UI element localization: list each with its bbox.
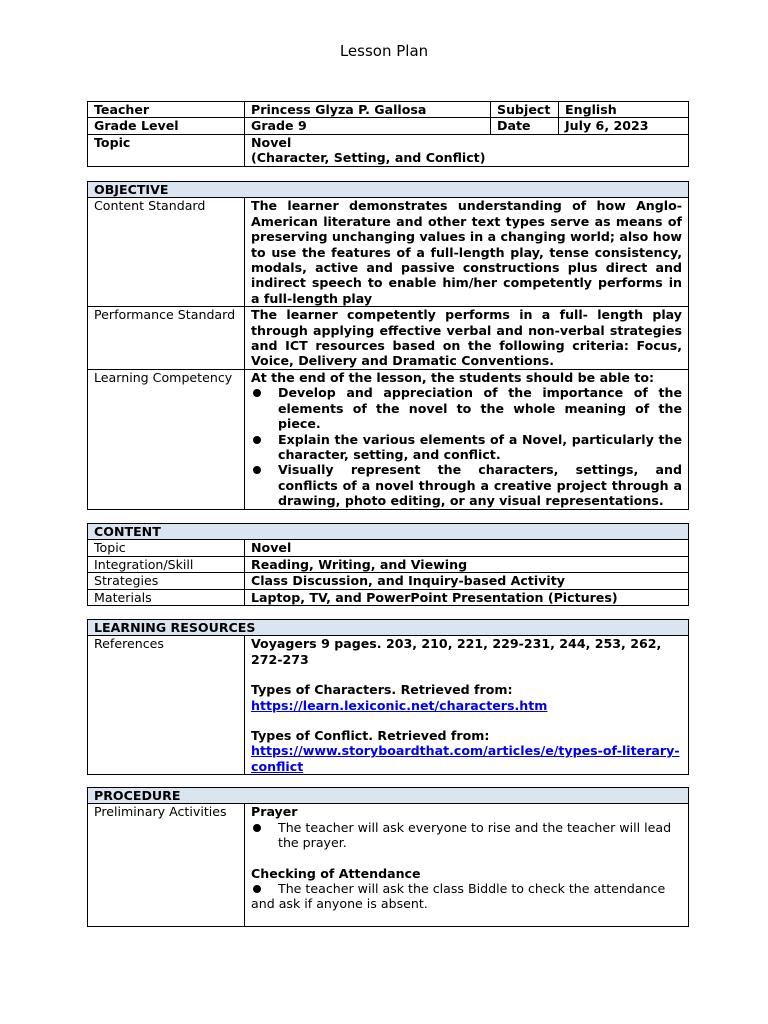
subject-value: English xyxy=(559,102,689,118)
preliminary-cell xyxy=(245,804,689,927)
teacher-value: Princess Glyza P. Gallosa xyxy=(245,102,491,118)
subject-label: Subject xyxy=(491,102,559,118)
content-table xyxy=(87,523,689,606)
topic-line2: (Character, Setting, and Conflict) xyxy=(251,150,486,166)
characters-link[interactable]: https://learn.lexiconic.net/characters.htm xyxy=(251,697,548,713)
bullet-icon xyxy=(251,385,278,431)
bullet-icon xyxy=(251,462,278,508)
competency-item: Explain the various elements of a Novel, particularly the character, setting, and conflict. xyxy=(251,432,682,463)
teacher-label: Teacher xyxy=(88,102,245,118)
grade-label: Grade Level xyxy=(88,118,245,134)
content-row-label: Materials xyxy=(88,589,245,605)
reference-title: Types of Characters. Retrieved from: xyxy=(251,682,513,698)
performance-standard-text: The learner competently performs in a full- length play through applying effective verbal and non-verbal strategies and ICT resources based on the following criteria: Focus, Voice, Delivery and Dramatic Conventions. xyxy=(245,307,689,370)
info-table xyxy=(87,101,689,167)
bullet-icon xyxy=(251,820,278,851)
content-row-label: Strategies xyxy=(88,573,245,589)
date-label: Date xyxy=(491,118,559,134)
resources-header: LEARNING RESOURCES xyxy=(88,620,689,636)
content-row-label: Topic xyxy=(88,540,245,556)
procedure-header: PROCEDURE xyxy=(88,788,689,804)
content-standard-label: Content Standard xyxy=(88,198,245,307)
content-standard-text: The learner demonstrates understanding of how Anglo-American literature and other text types serve as means of preserving unchanging values in a changing world; also how to use the features of a full-length play, tense consistency, modals, active and passive constructions plus direct and indirect speech to enable him/her competently performs in a full-length play xyxy=(245,198,689,307)
performance-standard-label: Performance Standard xyxy=(88,307,245,370)
learning-competency-intro: At the end of the lesson, the students should be able to: xyxy=(251,369,655,385)
objective-table xyxy=(87,181,689,510)
preliminary-label: Preliminary Activities xyxy=(88,804,245,927)
procedure-table xyxy=(87,787,689,927)
reference-title: Types of Conflict. Retrieved from: xyxy=(251,728,490,744)
conflict-link[interactable]: https://www.storyboardthat.com/articles/e/types-of-literary- conflict xyxy=(251,743,680,774)
content-row-value: Novel xyxy=(245,540,689,556)
content-header: CONTENT xyxy=(88,524,689,540)
attendance-title: Checking of Attendance xyxy=(251,865,421,881)
topic-line1: Novel xyxy=(251,134,292,150)
learning-competency-cell xyxy=(245,369,689,509)
topic-label: Topic xyxy=(88,134,245,166)
prayer-title: Prayer xyxy=(251,804,298,820)
document-title: Lesson Plan xyxy=(339,42,429,60)
references-label: References xyxy=(88,636,245,775)
content-row-value: Laptop, TV, and PowerPoint Presentation (Pictures) xyxy=(245,589,689,605)
topic-value xyxy=(245,134,689,166)
learning-competency-label: Learning Competency xyxy=(88,369,245,509)
references-cell xyxy=(245,636,689,775)
content-row-label: Integration/Skill xyxy=(88,556,245,572)
grade-value: Grade 9 xyxy=(245,118,491,134)
bullet-icon xyxy=(253,885,261,893)
prayer-item: The teacher will ask everyone to rise and the teacher will lead the prayer. xyxy=(251,820,682,851)
competency-item: Visually represent the characters, settings, and conflicts of a novel through a creative project through a drawing, photo editing, or any visual representations. xyxy=(251,462,682,508)
content-row-value: Class Discussion, and Inquiry-based Activity xyxy=(245,573,689,589)
reference-item: Voyagers 9 pages. 203, 210, 221, 229-231, 244, 253, 262, 272-273 xyxy=(251,636,662,667)
date-value: July 6, 2023 xyxy=(559,118,689,134)
bullet-icon xyxy=(251,432,278,463)
competency-item: Develop and appreciation of the importance of the elements of the novel to the whole meaning of the piece. xyxy=(251,385,682,431)
objective-header: OBJECTIVE xyxy=(88,182,689,198)
resources-table xyxy=(87,619,689,775)
content-row-value: Reading, Writing, and Viewing xyxy=(245,556,689,572)
attendance-item: The teacher will ask the class Biddle to check the attendance and ask if anyone is absent. xyxy=(251,881,666,912)
